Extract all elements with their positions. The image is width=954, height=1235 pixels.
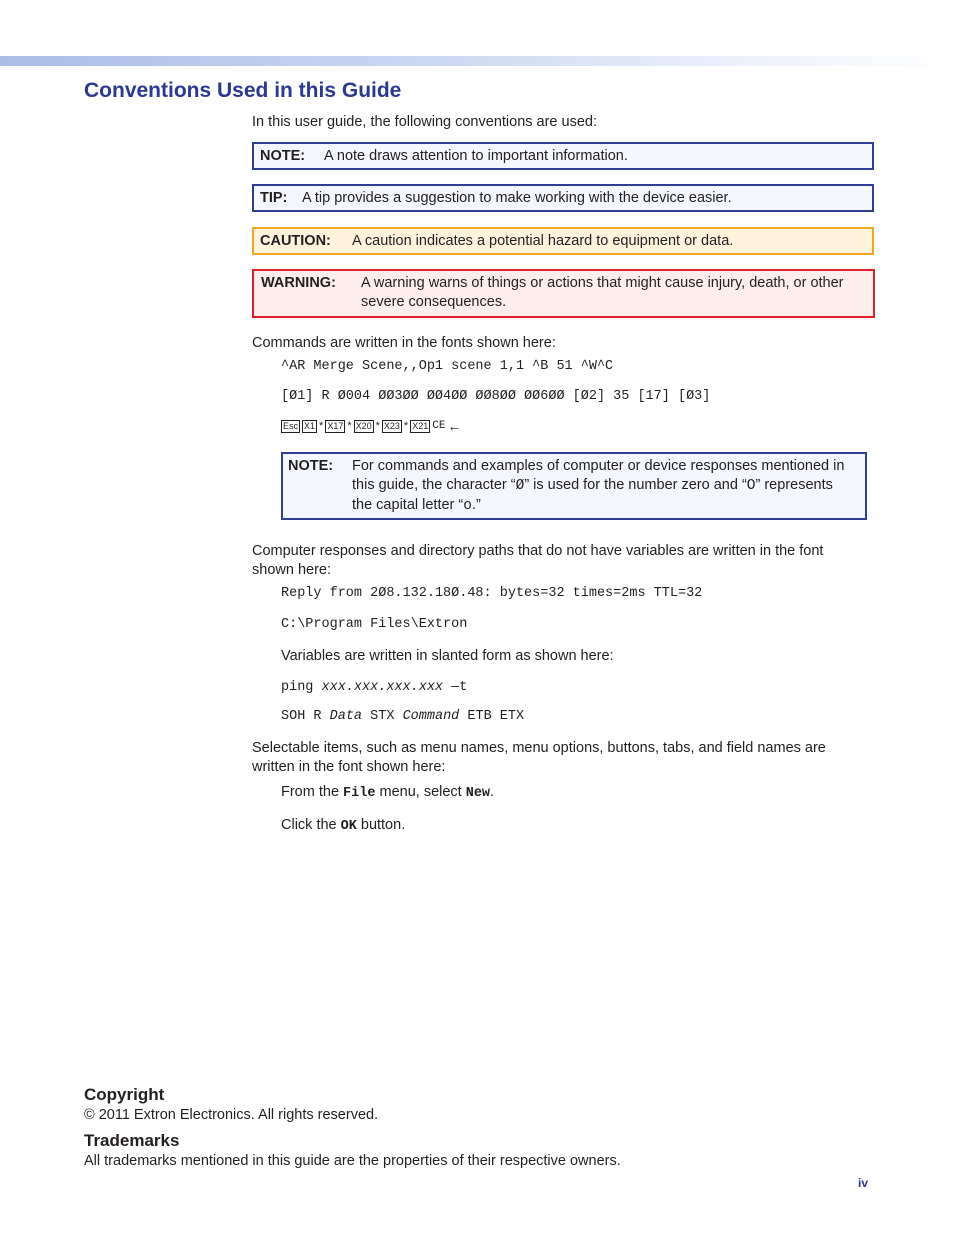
response-example: Reply from 2Ø8.132.18Ø.48: bytes=32 times=2ms TTL=32 (281, 586, 703, 601)
note2-label: NOTE: (288, 458, 334, 474)
key-separator: * (375, 420, 380, 432)
tip-text: A tip provides a suggestion to make working with the device easier. (302, 189, 732, 206)
warning-label: WARNING: (261, 275, 336, 291)
key-x20: X20 (355, 420, 372, 431)
key-separator: * (347, 420, 352, 432)
caution-text: A caution indicates a potential hazard to equipment or data. (352, 232, 734, 249)
button-example: Click the OK button. (281, 817, 406, 834)
key-x17: X17 (327, 420, 344, 431)
path-example: C:\Program Files\Extron (281, 617, 468, 632)
tip-callout (252, 184, 874, 212)
note-text: A note draws attention to important information. (324, 147, 628, 164)
key-x23: X23 (383, 420, 400, 431)
character-note-callout (281, 452, 867, 520)
command-example-1: ^AR Merge Scene,,Op1 scene 1,1 ^B 51 ^W^C (281, 359, 614, 374)
copyright-text: © 2011 Extron Electronics. All rights reserved. (84, 1107, 379, 1123)
note-callout (252, 142, 874, 170)
key-x1: X1 (304, 420, 316, 431)
command-example-2: [Ø1] R Ø004 ØØ3ØØ ØØ4ØØ ØØ8ØØ ØØ6ØØ [Ø2] 35 [17] [Ø3] (281, 389, 711, 404)
caution-label: CAUTION: (260, 232, 331, 249)
key-x21: X21 (412, 420, 429, 431)
key-sequence-example (281, 418, 461, 434)
key-esc: Esc (283, 420, 299, 431)
note2-text: For commands and examples of computer or device responses mentioned in this guide, the character “Ø” is used for the number zero and “O” represents the capital letter “o.” (352, 458, 845, 514)
key-separator: * (319, 420, 324, 432)
key-separator: * (403, 420, 409, 432)
selectable-intro: Selectable items, such as menu names, menu options, buttons, tabs, and field names are written in the font shown here: (252, 740, 826, 775)
warning-callout (252, 269, 875, 318)
intro-text: In this user guide, the following conventions are used: (252, 114, 597, 130)
page-title: Conventions Used in this Guide (84, 79, 402, 102)
page-number: iv (858, 1176, 869, 1190)
ping-example: ping xxx.xxx.xxx.xxx —t (281, 680, 468, 695)
enter-arrow-icon: ← (447, 418, 462, 434)
header-gradient-bar (0, 56, 954, 66)
note-label: NOTE: (260, 147, 306, 164)
copyright-heading: Copyright (84, 1085, 165, 1104)
key-ce: CE (432, 420, 446, 432)
commands-intro: Commands are written in the fonts shown here: (252, 335, 556, 351)
trademarks-heading: Trademarks (84, 1131, 180, 1150)
caution-callout (252, 227, 874, 255)
menu-example: From the File menu, select New. (281, 784, 495, 801)
soh-example: SOH R Data STX Command ETB ETX (281, 709, 525, 724)
warning-text: A warning warns of things or actions that might cause injury, death, or other severe consequences. (361, 275, 844, 310)
trademarks-text: All trademarks mentioned in this guide are the properties of their respective owners. (84, 1153, 621, 1169)
variables-intro: Variables are written in slanted form as shown here: (281, 648, 614, 664)
responses-intro: Computer responses and directory paths that do not have variables are written in the font shown here: (252, 543, 824, 578)
tip-label: TIP: (260, 189, 288, 206)
